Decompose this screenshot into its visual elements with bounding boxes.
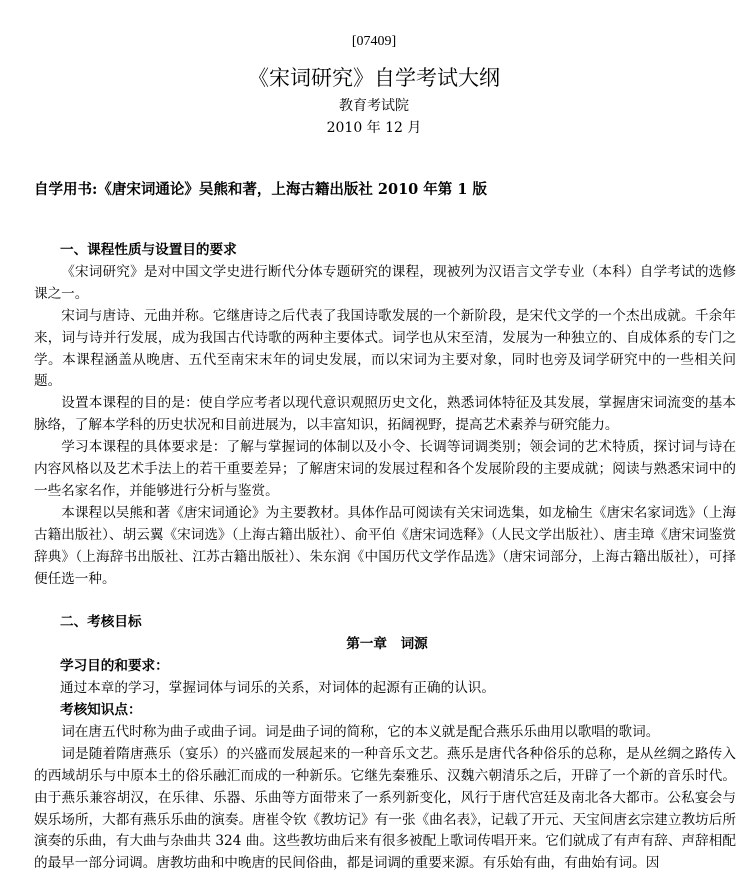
- paragraph: 词是随着隋唐燕乐（宴乐）的兴盛而发展起来的一种音乐文艺。燕乐是唐代各种俗乐的总称，是从丝绸之路传入的西域胡乐与中原本土的俗乐融汇而成的一种新乐。它继先秦雅乐、汉魏六朝清乐之后，开辟了一个新的音乐时代。由于燕乐兼容胡汉，在乐律、乐器、乐曲等方面带来了一系列新变化，风行于唐代宫廷及南北各大都市。公私宴会与娱乐场所，大都有燕乐乐曲的演奏。唐崔令钦《教坊记》有一张《曲名表》，记载了开元、天宝间唐玄宗建立教坊后所演奏的乐曲，有大曲与杂曲共 324 曲。这些教坊曲后来有很多被配上歌词传唱开来。它们就成了有声有辞、声辞相配的最早一部分词调。唐教坊曲和中晚唐的民间俗曲，都是词调的重要来源。有乐始有曲，有曲始有词。因: [34, 745, 736, 872]
- paragraph: 《宋词研究》是对中国文学史进行断代分体专题研究的课程，现被列为汉语言文学专业（本科）自学考试的选修课之一。: [34, 263, 736, 302]
- goal-heading: 学习目的和要求：: [60, 658, 169, 675]
- issuing-organization: 教育考试院: [339, 98, 409, 114]
- paragraph: 词在唐五代时称为曲子或曲子词。词是曲子词的简称，它的本义就是配合燕乐乐曲用以歌唱的歌词。: [61, 723, 660, 740]
- spacer: [34, 591, 736, 613]
- paragraph: 设置本课程的目的是：使自学应考者以现代意识观照历史文化，熟悉词体特征及其发展，掌握唐宋词流变的基本脉络，了解本学科的历史状况和目前进展为，以丰富知识，拓阔视野，提高艺术素养与研究能力。: [34, 395, 736, 434]
- chapter-title: 第一章 词源: [346, 636, 428, 653]
- section-heading-course-nature: 一、课程性质与设置目的要求: [60, 242, 237, 258]
- paragraph: 本课程以吴熊和著《唐宋词通论》为主要教材。具体作品可阅读有关宋词选集，如龙榆生《唐宋名家词选》（上海古籍出版社）、胡云翼《宋词选》（上海古籍出版社）、俞平伯《唐宋词选释》（人民文学出版社）、唐圭璋《唐宋词鉴赏辞典》（上海辞书出版社、江苏古籍出版社）、朱东润《中国历代文学作品选》（唐宋词部分，上海古籍出版社），可择便任选一种。: [34, 504, 736, 587]
- paragraph: 宋词与唐诗、元曲并称。它继唐诗之后代表了我国诗歌发展的一个新阶段，是宋代文学的一个杰出成就。千余年来，词与诗并行发展，成为我国古代诗歌的两种主要体式。词学也从宋至清，发展为一种独立的、自成体系的专门之学。本课程涵盖从晚唐、五代至南宋末年的词史发展，而以宋词为主要对象，同时也旁及词学研究中的一些相关问题。: [34, 307, 736, 390]
- course-code: [07409]: [351, 34, 397, 49]
- knowledge-points-heading: 考核知识点：: [60, 702, 142, 719]
- section-heading-assessment-goals: 二、考核目标: [60, 614, 142, 631]
- issue-date: 2010 年 12 月: [326, 120, 422, 136]
- paragraph: 学习本课程的具体要求是：了解与掌握词的体制以及小令、长调等词调类别；领会词的艺术特质，探讨词与诗在内容风格以及艺术手法上的若干重要差异；了解唐宋词的发展过程和各个发展阶段的主要成就；阅读与熟悉宋词中的一些名家名作，并能够进行分析与鉴赏。: [34, 439, 736, 499]
- goal-text: 通过本章的学习，掌握词体与词乐的关系，对词体的起源有正确的认识。: [60, 680, 495, 697]
- document-title: 《宋词研究》自学考试大纲: [248, 66, 500, 90]
- textbook-line: 自学用书:《唐宋词通论》吴熊和著，上海古籍出版社 2010 年第 1 版: [34, 181, 487, 198]
- main-content: [34, 240, 736, 875]
